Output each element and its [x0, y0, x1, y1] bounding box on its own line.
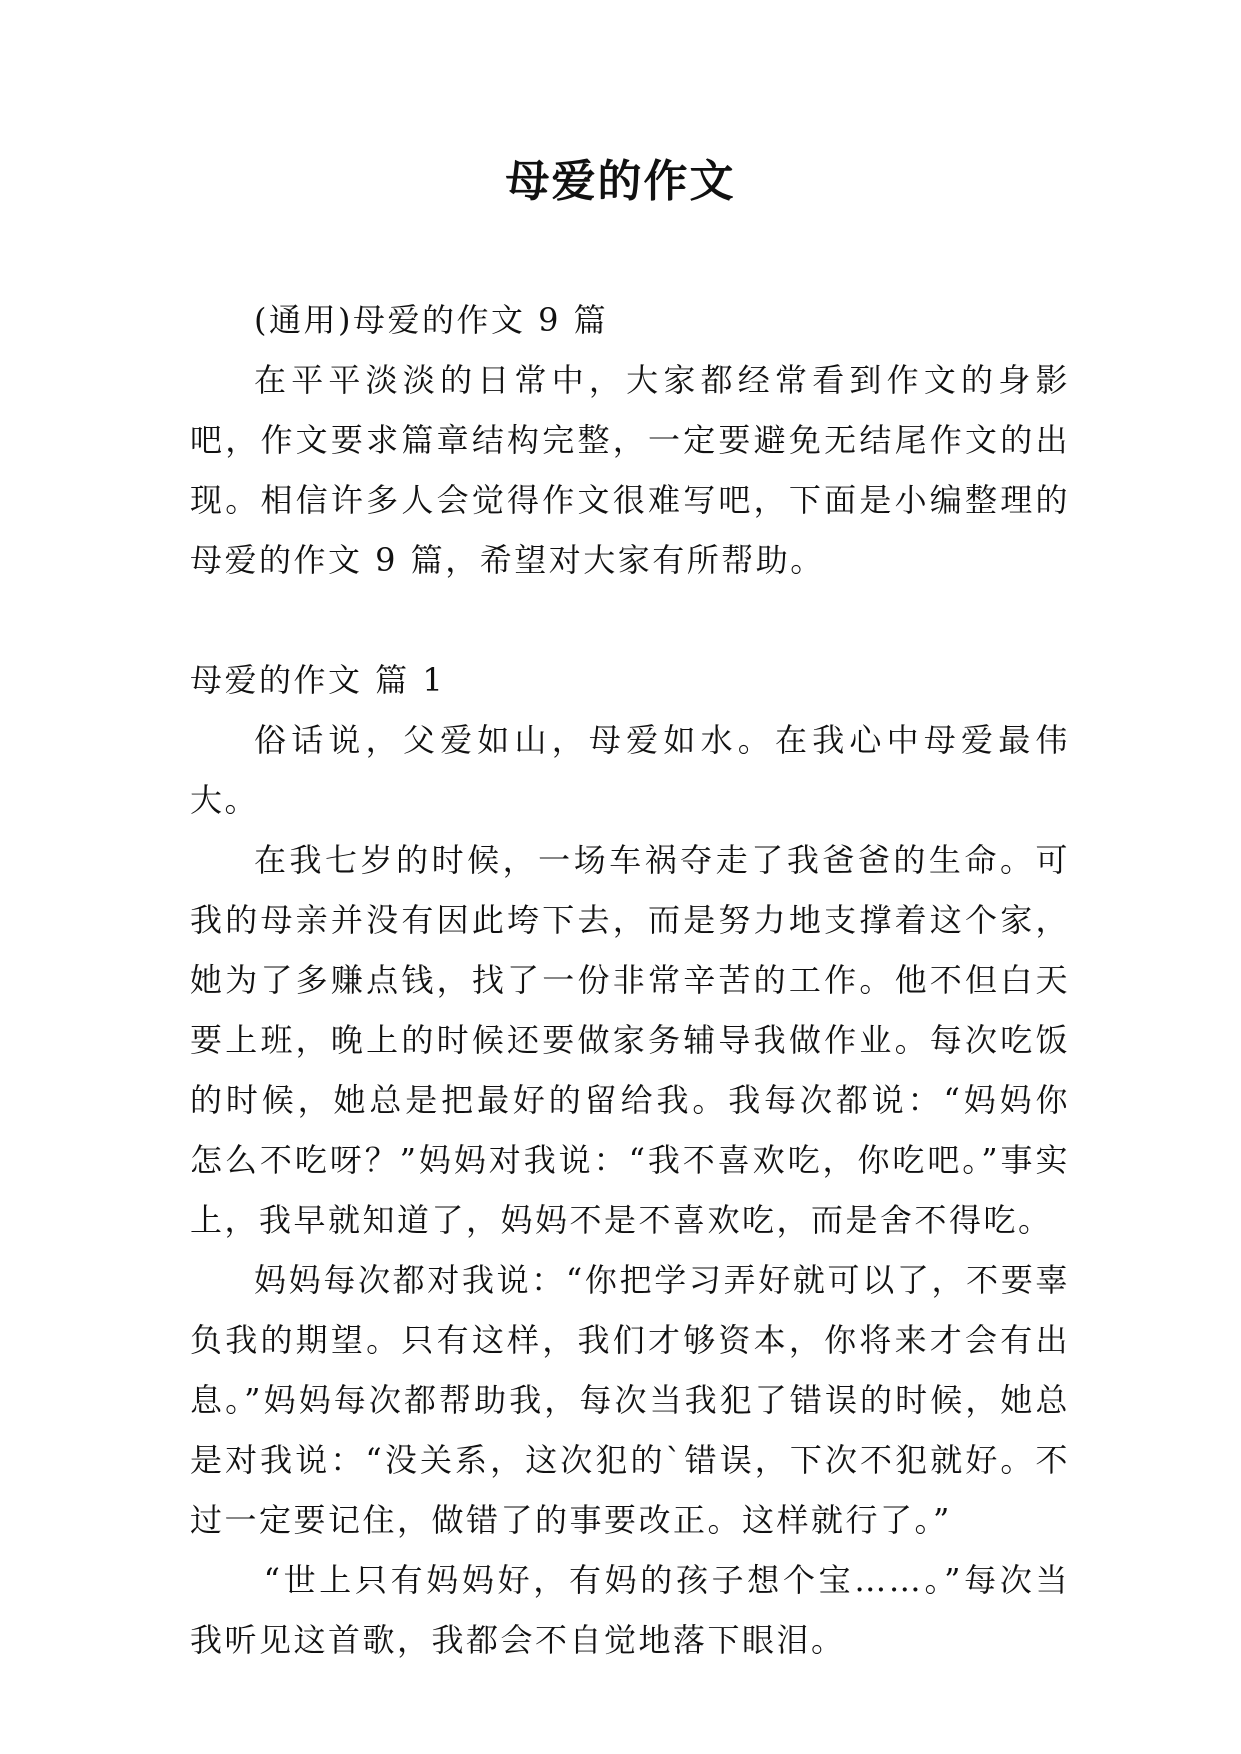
- section-heading: 母爱的作文 篇 1: [190, 661, 446, 699]
- body-paragraph: 在我七岁的时候，一场车祸夺走了我爸爸的生命。可我的母亲并没有因此垮下去，而是努力地支撑着这个家，她为了多赚点钱，找了一份非常辛苦的工作。他不但白天要上班，晚上的时候还要做家务辅导我做作业。每次吃饭的时候，她总是把最好的留给我。我每次都说：“妈妈你怎么不吃呀？”妈妈对我说：“我不喜欢吃，你吃吧。”事实上，我早就知道了，妈妈不是不喜欢吃，而是舍不得吃。: [190, 841, 1070, 1239]
- body-paragraph: “世上只有妈妈好，有妈的孩子想个宝……。”每次当我听见这首歌，我都会不自觉地落下眼泪。: [190, 1561, 1070, 1659]
- document-title: 母爱的作文: [505, 156, 736, 207]
- document-subtitle: (通用)母爱的作文 9 篇: [254, 301, 609, 339]
- intro-paragraph: 在平平淡淡的日常中，大家都经常看到作文的身影吧，作文要求篇章结构完整，一定要避免无结尾作文的出现。相信许多人会觉得作文很难写吧，下面是小编整理的母爱的作文 9 篇，希望对大家有所帮助。: [190, 361, 1070, 579]
- body-paragraph: 妈妈每次都对我说：“你把学习弄好就可以了，不要辜负我的期望。只有这样，我们才够资本，你将来才会有出息。”妈妈每次都帮助我，每次当我犯了错误的时候，她总是对我说：“没关系，这次犯的`错误，下次不犯就好。不过一定要记住，做错了的事要改正。这样就行了。”: [190, 1261, 1070, 1539]
- document-body: [190, 290, 1070, 1670]
- body-paragraph: 俗话说，父爱如山，母爱如水。在我心中母爱最伟大。: [190, 721, 1070, 819]
